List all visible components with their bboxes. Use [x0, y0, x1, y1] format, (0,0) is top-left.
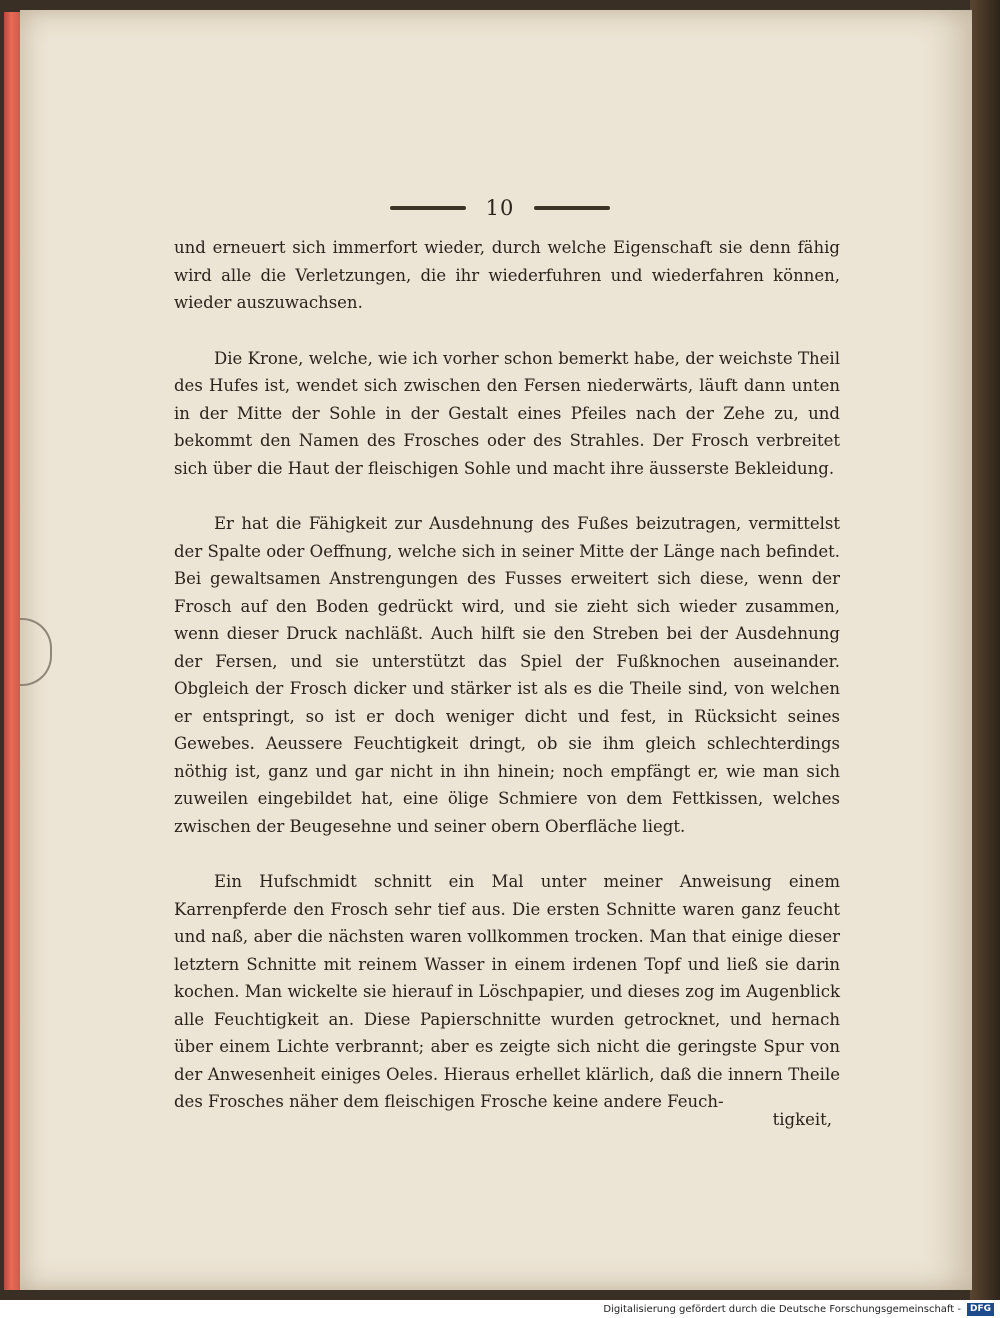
page-clip-mark: [20, 618, 52, 686]
page-body: [174, 234, 840, 1116]
paragraph-1: und erneuert sich immerfort wieder, durch welche Eigenschaft sie denn fähig wird alle die Verletzungen, die ihr wiederfuhren und wiederfahren können, wieder auszuwachsen.: [174, 238, 840, 312]
catchword: tigkeit,: [772, 1110, 832, 1129]
dfg-logo: DFG: [967, 1303, 994, 1316]
header-rule-left: [390, 206, 466, 210]
book-right-edge: [970, 0, 1000, 1300]
paragraph-4: Ein Hufschmidt schnitt ein Mal unter meiner Anweisung einem Karrenpferde den Frosch sehr tief aus. Die ersten Schnitte waren ganz feucht und naß, aber die nächsten waren vollkommen trocken. Man that einige dieser letztern Schnitte mit reinem Wasser in einem irdenen Topf und ließ sie darin kochen. Man wickelte sie hierauf in Löschpapier, und dieses zog im Augenblick alle Feuchtigkeit an. Diese Papierschnitte wurden getrocknet, und hernach über einem Lichte verbrannt; aber es zeigte sich nicht die geringste Spur von der Anwesenheit einiges Oeles. Hieraus erhellet klärlich, daß die innern Theile des Frosches näher dem fleischigen Frosche keine andere Feuch-: [174, 872, 840, 1111]
digitization-footer: [0, 1300, 1000, 1318]
paragraph-2: Die Krone, welche, wie ich vorher schon bemerkt habe, der weichste Theil des Hufes ist, wendet sich zwischen den Fersen niederwärts, läuft dann unten in der Mitte der Sohle in der Gestalt eines Pfeiles nach der Zehe zu, und bekommt den Namen des Frosches oder des Strahles. Der Frosch verbreitet sich über die Haut der fleischigen Sohle und macht ihre äusserste Bekleidung.: [174, 348, 840, 478]
page-number: 10: [485, 196, 515, 220]
page-header: [350, 188, 650, 228]
funding-notice: Digitalisierung gefördert durch die Deutsche Forschungsgemeinschaft -: [603, 1303, 961, 1315]
paragraph-3: Er hat die Fähigkeit zur Ausdehnung des Fußes beizutragen, vermittelst der Spalte oder Oeffnung, welche sich in seiner Mitte der Länge nach befindet. Bei gewaltsamen Anstrengungen des Fusses erweitert sich diese, wenn der Frosch auf den Boden gedrückt wird, und sie zieht sich wieder zusammen, wenn dieser Druck nachläßt. Auch hilft sie den Streben bei der Ausdehnung der Fersen, und sie unterstützt das Spiel der Fußknochen auseinander. Obgleich der Frosch dicker und stärker ist als es die Theile sind, von welchen er entspringt, so ist er doch weniger dicht und fest, in Rücksicht seines Gewebes. Aeussere Feuchtigkeit dringt, ob sie ihm gleich schlechterdings nöthig ist, ganz und gar nicht in ihn hinein; noch empfängt er, wie man sich zuweilen eingebildet hat, eine ölige Schmiere von dem Fettkissen, welches zwischen der Beugesehne und seiner obern Oberfläche liegt.: [174, 514, 840, 836]
header-rule-right: [534, 206, 610, 210]
